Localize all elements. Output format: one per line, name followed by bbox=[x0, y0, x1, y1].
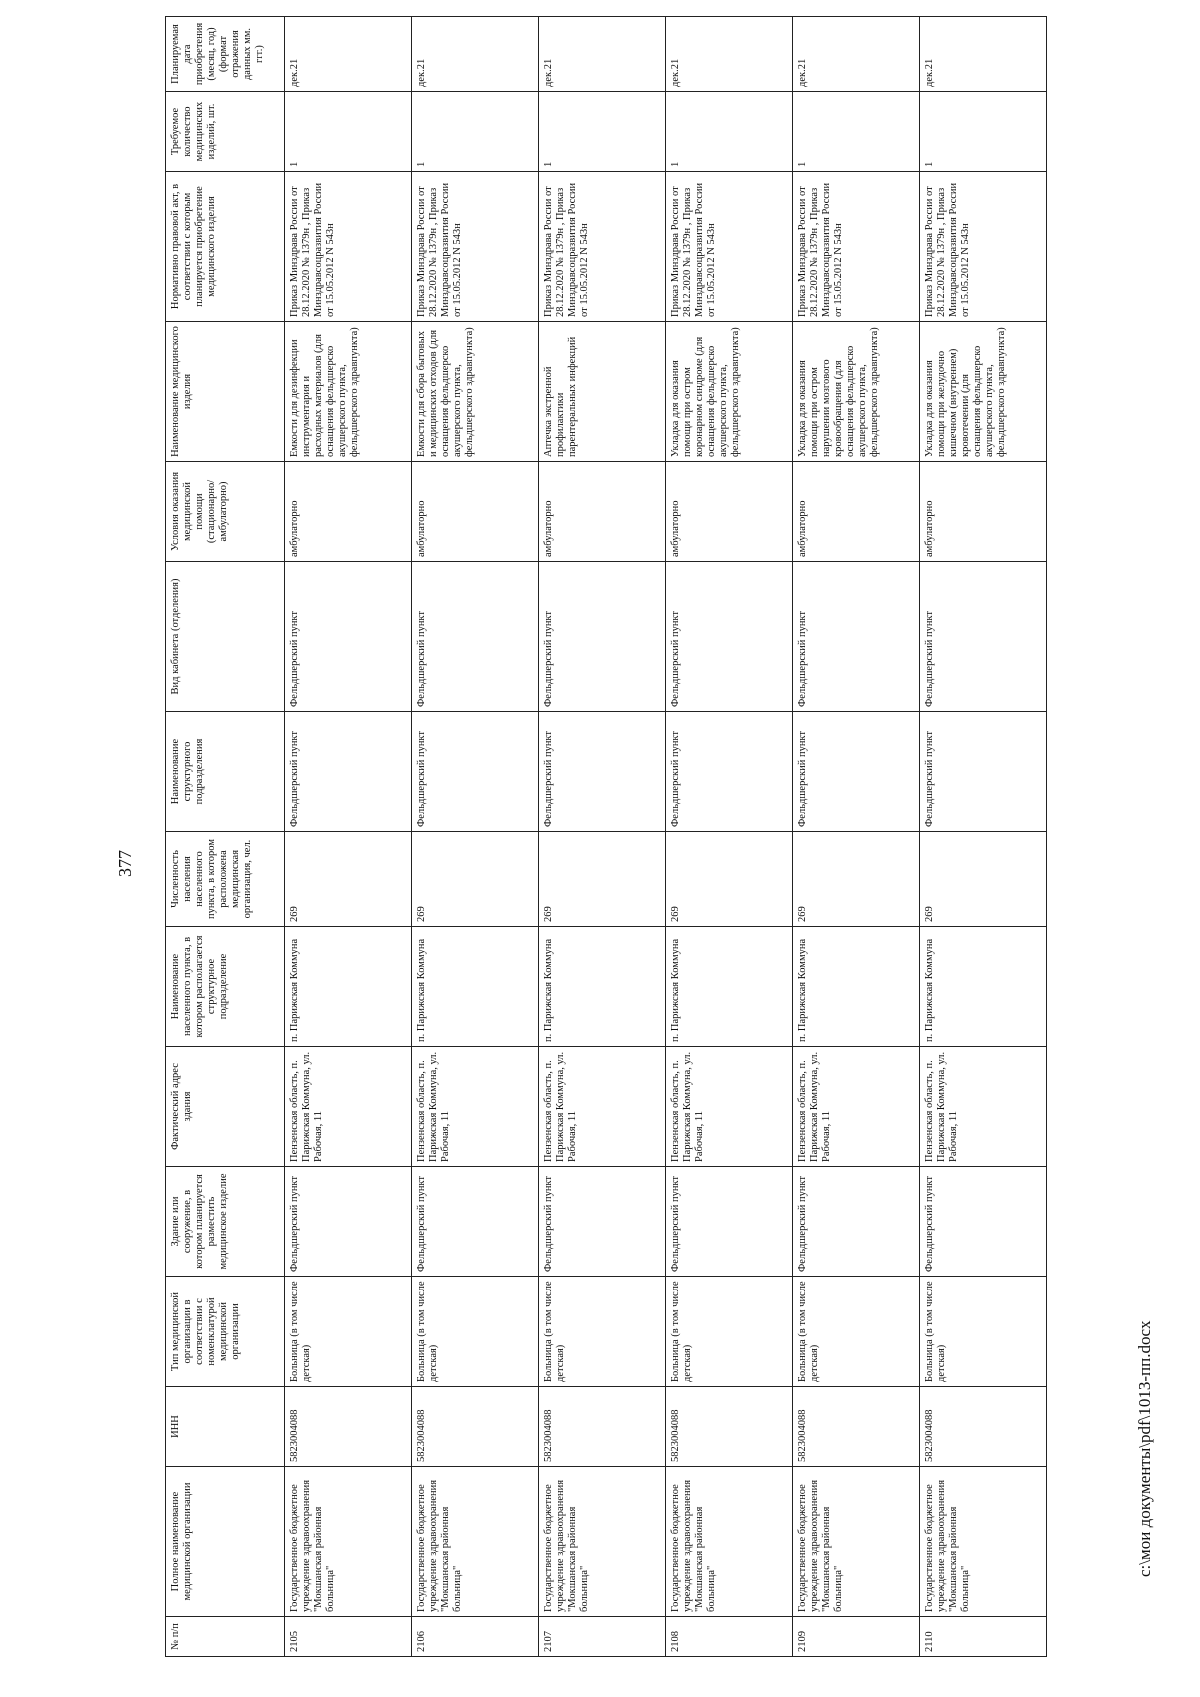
cell-inn: 5823004088 bbox=[920, 1387, 1047, 1467]
cell-conditions: амбулаторно bbox=[539, 462, 666, 562]
cell-building: Фельдшерский пункт bbox=[920, 1167, 1047, 1277]
cell-act: Приказ Минздрава России от 28.12.2020 № 1379н , Приказ Минздравсоцразвития России от 15.05.2012 N 543н bbox=[412, 172, 539, 322]
header-inn: ИНН bbox=[166, 1387, 285, 1467]
cell-address: Пензенская область, п. Парижская Коммуна, ул. Рабочая, 11 bbox=[793, 1047, 920, 1167]
cell-address: Пензенская область, п. Парижская Коммуна, ул. Рабочая, 11 bbox=[412, 1047, 539, 1167]
cell-date: дек.21 bbox=[412, 17, 539, 92]
cell-settlement: п. Парижская Коммуна bbox=[539, 927, 666, 1047]
cell-settlement: п. Парижская Коммуна bbox=[666, 927, 793, 1047]
page-number: 377 bbox=[115, 850, 135, 877]
cell-qty: 1 bbox=[666, 92, 793, 172]
cell-address: Пензенская область, п. Парижская Коммуна, ул. Рабочая, 11 bbox=[920, 1047, 1047, 1167]
header-population: Численность населения населенного пункта, в котором расположена медицинская организация, чел. bbox=[166, 832, 285, 927]
header-org: Полное наименование медицинской организации bbox=[166, 1467, 285, 1617]
cell-device: Укладка для оказания помощи при желудочно кишечном (внутреннем) кровотечении (для оснащения фельдшерско акушерского пункта, фельдшерского здравпункта) bbox=[920, 322, 1047, 462]
cell-unit: Фельдшерский пункт bbox=[666, 712, 793, 832]
cell-cabinet: Фельдшерский пункт bbox=[412, 562, 539, 712]
cell-device: Аптечка экстренной профилактики парентеральных инфекций bbox=[539, 322, 666, 462]
table-row bbox=[666, 17, 793, 1657]
cell-org: Государственное бюджетное учреждение здравоохранения "Мокшанская районная больница" bbox=[285, 1467, 412, 1617]
cell-population: 269 bbox=[285, 832, 412, 927]
cell-conditions: амбулаторно bbox=[920, 462, 1047, 562]
header-date: Планируемая дата приобретения (месяц, год) (формат отражения данных мм. ггг.) bbox=[166, 17, 285, 92]
cell-num: 2105 bbox=[285, 1617, 412, 1657]
cell-building: Фельдшерский пункт bbox=[666, 1167, 793, 1277]
cell-date: дек.21 bbox=[920, 17, 1047, 92]
cell-population: 269 bbox=[920, 832, 1047, 927]
cell-settlement: п. Парижская Коммуна bbox=[412, 927, 539, 1047]
cell-unit: Фельдшерский пункт bbox=[920, 712, 1047, 832]
document-footer-path: c:\мои документы\pdf\1013-пп.docx bbox=[1135, 1320, 1154, 1577]
cell-inn: 5823004088 bbox=[412, 1387, 539, 1467]
cell-qty: 1 bbox=[793, 92, 920, 172]
cell-org: Государственное бюджетное учреждение здравоохранения "Мокшанская районная больница" bbox=[412, 1467, 539, 1617]
cell-org: Государственное бюджетное учреждение здравоохранения "Мокшанская районная больница" bbox=[666, 1467, 793, 1617]
cell-building: Фельдшерский пункт bbox=[412, 1167, 539, 1277]
cell-act: Приказ Минздрава России от 28.12.2020 № 1379н , Приказ Минздравсоцразвития России от 15.05.2012 N 543н bbox=[920, 172, 1047, 322]
cell-qty: 1 bbox=[412, 92, 539, 172]
header-num: № п/п bbox=[166, 1617, 285, 1657]
cell-population: 269 bbox=[793, 832, 920, 927]
cell-address: Пензенская область, п. Парижская Коммуна, ул. Рабочая, 11 bbox=[539, 1047, 666, 1167]
cell-building: Фельдшерский пункт bbox=[285, 1167, 412, 1277]
header-address: Фактический адрес здания bbox=[166, 1047, 285, 1167]
cell-settlement: п. Парижская Коммуна bbox=[793, 927, 920, 1047]
cell-conditions: амбулаторно bbox=[793, 462, 920, 562]
cell-type: Больница (в том числе детская) bbox=[285, 1277, 412, 1387]
cell-conditions: амбулаторно bbox=[285, 462, 412, 562]
table-row bbox=[285, 17, 412, 1657]
cell-device: Укладка для оказания помощи при остром коронарном синдроме (для оснащения фельдшерско акушерского пункта, фельдшерского здравпункта) bbox=[666, 322, 793, 462]
cell-address: Пензенская область, п. Парижская Коммуна, ул. Рабочая, 11 bbox=[285, 1047, 412, 1167]
cell-org: Государственное бюджетное учреждение здравоохранения "Мокшанская районная больница" bbox=[539, 1467, 666, 1617]
cell-num: 2109 bbox=[793, 1617, 920, 1657]
cell-num: 2107 bbox=[539, 1617, 666, 1657]
cell-org: Государственное бюджетное учреждение здравоохранения "Мокшанская районная больница" bbox=[920, 1467, 1047, 1617]
cell-cabinet: Фельдшерский пункт bbox=[920, 562, 1047, 712]
cell-unit: Фельдшерский пункт bbox=[412, 712, 539, 832]
cell-num: 2110 bbox=[920, 1617, 1047, 1657]
cell-device: Емкости для дезинфекции инструментария и расходных материалов (для оснащения фельдшерско акушерского пункта, фельдшерского здравпункта) bbox=[285, 322, 412, 462]
cell-date: дек.21 bbox=[793, 17, 920, 92]
cell-org: Государственное бюджетное учреждение здравоохранения "Мокшанская районная больница" bbox=[793, 1467, 920, 1617]
cell-num: 2108 bbox=[666, 1617, 793, 1657]
table-row bbox=[412, 17, 539, 1657]
cell-inn: 5823004088 bbox=[539, 1387, 666, 1467]
cell-settlement: п. Парижская Коммуна bbox=[920, 927, 1047, 1047]
header-type: Тип медицинской организации в соответствии с номенклатурой медицинской организации bbox=[166, 1277, 285, 1387]
cell-settlement: п. Парижская Коммуна bbox=[285, 927, 412, 1047]
cell-type: Больница (в том числе детская) bbox=[793, 1277, 920, 1387]
cell-inn: 5823004088 bbox=[793, 1387, 920, 1467]
cell-population: 269 bbox=[666, 832, 793, 927]
header-unit: Наименование структурного подразделения bbox=[166, 712, 285, 832]
cell-unit: Фельдшерский пункт bbox=[285, 712, 412, 832]
header-device: Наименование медицинского изделия bbox=[166, 322, 285, 462]
cell-inn: 5823004088 bbox=[666, 1387, 793, 1467]
table-row bbox=[793, 17, 920, 1657]
header-settlement: Наименование населенного пункта, в котором располагается структурное подразделение bbox=[166, 927, 285, 1047]
cell-type: Больница (в том числе детская) bbox=[920, 1277, 1047, 1387]
cell-population: 269 bbox=[412, 832, 539, 927]
cell-date: дек.21 bbox=[666, 17, 793, 92]
header-building: Здание или сооружение, в котором планируется разместить медицинское изделие bbox=[166, 1167, 285, 1277]
header-conditions: Условия оказания медицинской помощи (стационарно/амбулаторно) bbox=[166, 462, 285, 562]
cell-unit: Фельдшерский пункт bbox=[539, 712, 666, 832]
cell-date: дек.21 bbox=[285, 17, 412, 92]
cell-building: Фельдшерский пункт bbox=[793, 1167, 920, 1277]
cell-address: Пензенская область, п. Парижская Коммуна, ул. Рабочая, 11 bbox=[666, 1047, 793, 1167]
header-cabinet: Вид кабинета (отделения) bbox=[166, 562, 285, 712]
cell-act: Приказ Минздрава России от 28.12.2020 № 1379н , Приказ Минздравсоцразвития России от 15.05.2012 N 543н bbox=[666, 172, 793, 322]
cell-conditions: амбулаторно bbox=[412, 462, 539, 562]
table-header-row bbox=[166, 17, 285, 1657]
header-qty: Требуемое количество медицинских изделий, шт. bbox=[166, 92, 285, 172]
cell-cabinet: Фельдшерский пункт bbox=[793, 562, 920, 712]
cell-cabinet: Фельдшерский пункт bbox=[666, 562, 793, 712]
cell-type: Больница (в том числе детская) bbox=[666, 1277, 793, 1387]
cell-device: Укладка для оказания помощи при остром нарушении мозгового кровообращения (для оснащения фельдшерско акушерского пункта, фельдшерского здравпункта) bbox=[793, 322, 920, 462]
cell-conditions: амбулаторно bbox=[666, 462, 793, 562]
table-row bbox=[920, 17, 1047, 1657]
cell-type: Больница (в том числе детская) bbox=[412, 1277, 539, 1387]
equipment-table bbox=[165, 16, 1047, 1657]
header-act: Нормативно правовой акт, в соответствии с которым планируется приобретение медицинского изделия bbox=[166, 172, 285, 322]
cell-inn: 5823004088 bbox=[285, 1387, 412, 1467]
cell-cabinet: Фельдшерский пункт bbox=[539, 562, 666, 712]
cell-date: дек.21 bbox=[539, 17, 666, 92]
cell-device: Емкости для сбора бытовых и медицинских отходов (для оснащения фельдшерско акушерского пункта, фельдшерского здравпункта) bbox=[412, 322, 539, 462]
cell-act: Приказ Минздрава России от 28.12.2020 № 1379н , Приказ Минздравсоцразвития России от 15.05.2012 N 543н bbox=[793, 172, 920, 322]
table-row bbox=[539, 17, 666, 1657]
cell-act: Приказ Минздрава России от 28.12.2020 № 1379н , Приказ Минздравсоцразвития России от 15.05.2012 N 543н bbox=[285, 172, 412, 322]
cell-qty: 1 bbox=[285, 92, 412, 172]
cell-qty: 1 bbox=[539, 92, 666, 172]
cell-act: Приказ Минздрава России от 28.12.2020 № 1379н , Приказ Минздравсоцразвития России от 15.05.2012 N 543н bbox=[539, 172, 666, 322]
cell-type: Больница (в том числе детская) bbox=[539, 1277, 666, 1387]
cell-population: 269 bbox=[539, 832, 666, 927]
cell-unit: Фельдшерский пункт bbox=[793, 712, 920, 832]
cell-cabinet: Фельдшерский пункт bbox=[285, 562, 412, 712]
cell-building: Фельдшерский пункт bbox=[539, 1167, 666, 1277]
cell-num: 2106 bbox=[412, 1617, 539, 1657]
cell-qty: 1 bbox=[920, 92, 1047, 172]
